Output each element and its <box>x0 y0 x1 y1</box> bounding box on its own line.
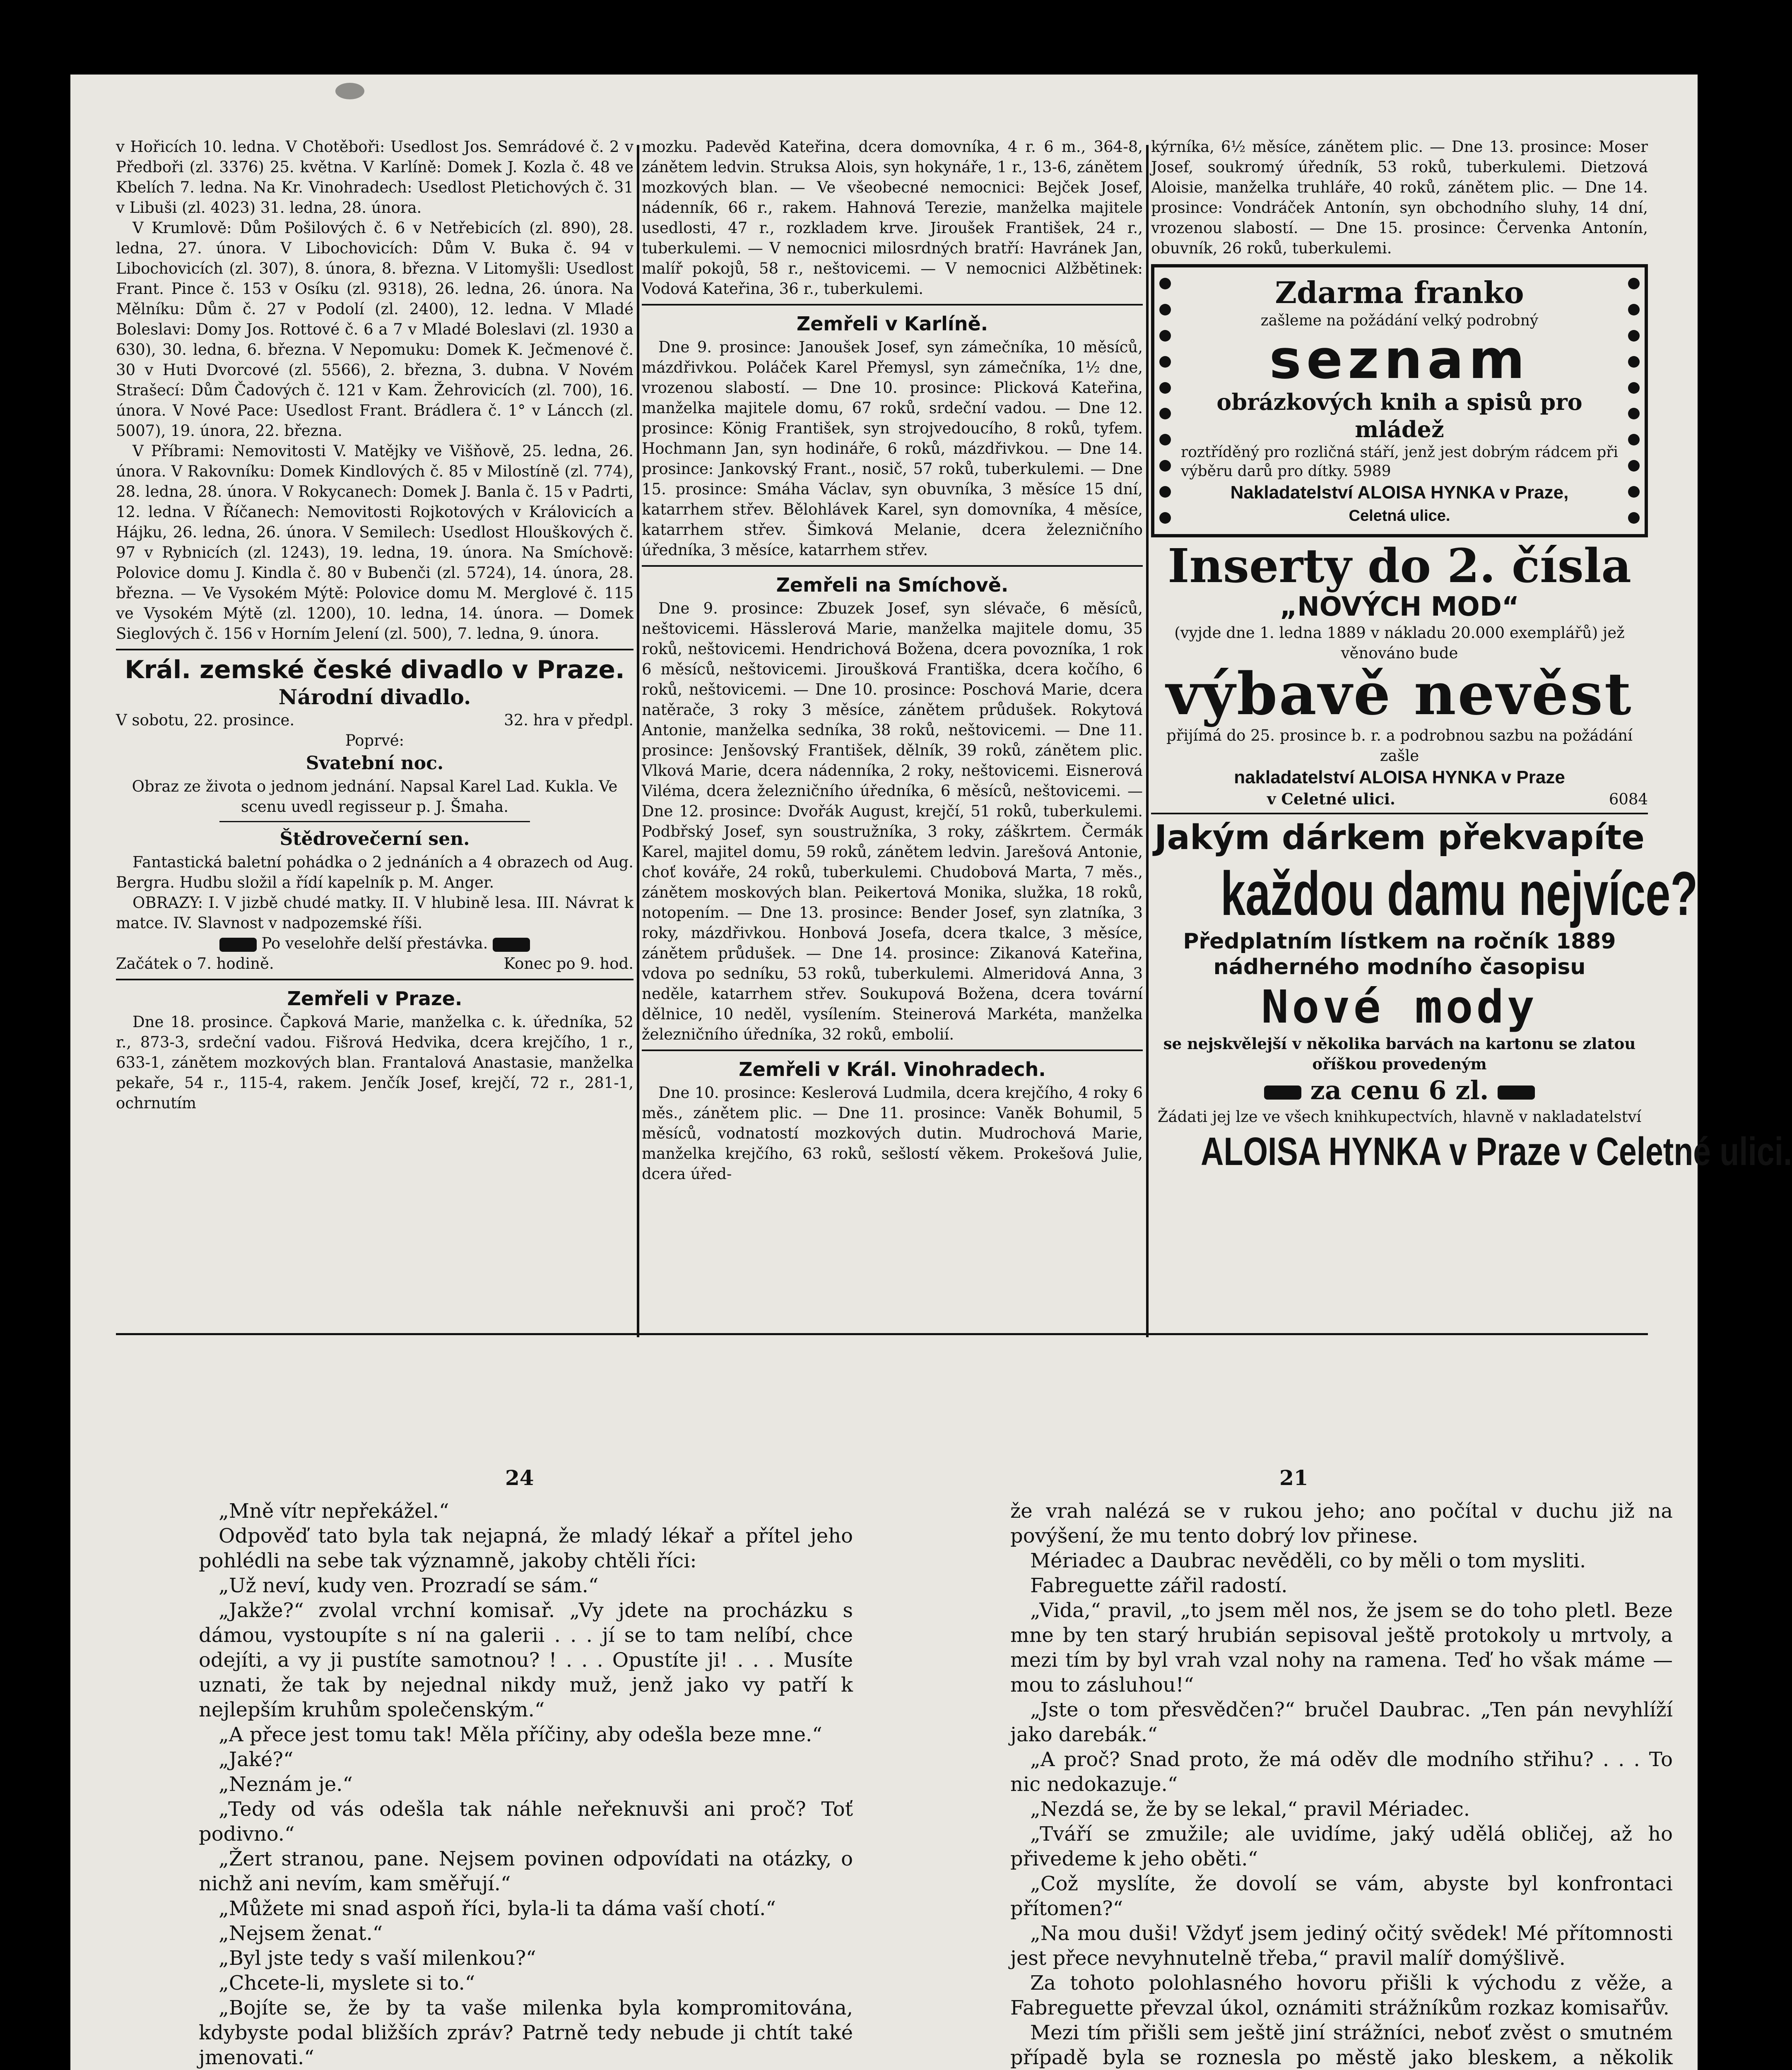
novel-paragraph: že vrah nalézá se v rukou jeho; ano počítal v duchu již na povýšení, že mu tento dobrý lov přinese. <box>1010 1500 1673 1548</box>
theatre-start: Začátek o 7. hodině. <box>116 955 274 972</box>
novel-paragraph: Za tohoto polohlasného hovoru přišli k východu z věže, a Fabreguette převzal úkol, oznámiti strážníkům rozkaz komisařův. <box>1010 1971 1673 2019</box>
section-rule <box>1151 813 1648 814</box>
ad2-address: v Celetné ulici. <box>1267 790 1395 808</box>
column-registry-theatre <box>116 137 633 1317</box>
theatre-times-row <box>116 953 633 974</box>
ad3-nove-mody: Nové mody <box>1261 980 1538 1033</box>
play1-description: Obraz ze života o jednom jednání. Napsal Karel Lad. Kukla. Ve scenu uvedl regisseur p. J. Šmaha. <box>132 777 618 816</box>
dot-border-left <box>1157 271 1173 531</box>
page-number-right: 21 <box>1279 1466 1308 1490</box>
theatre-end: Konec po 9. hod. <box>503 955 633 972</box>
novel-paragraph: „Byl jste tedy s vaší milenkou?“ <box>219 1947 536 1970</box>
section-rule <box>219 821 530 822</box>
ad2-line: (vyjde dne 1. ledna 1889 v nákladu 20.000 exemplářů) jež věnováno bude <box>1174 624 1625 662</box>
bottom-rule <box>116 1333 1648 1335</box>
page-number-left: 24 <box>505 1466 534 1490</box>
novel-paragraph: „Neznám je.“ <box>219 1773 353 1796</box>
novel-paragraph: Odpověď tato byla tak nejapná, že mladý lékař a přítel jeho pohlédli na sebe tak významně, jakoby chtěli říci: <box>199 1524 853 1572</box>
novel-paragraph: „Vida,“ pravil, „to jsem měl nos, že jsem se do toho pletl. Beze mne by ten starý hrubián sepisoval ještě protokoly u mrtvoly, a mezi tím by byl vrah vzal nohy na ramena. Teď ho však máme — mou to zásluhou!“ <box>1010 1599 1673 1697</box>
ad1-line: zašleme na požádání velký podrobný <box>1260 312 1539 329</box>
novel-paragraph: „Tedy od vás odešla tak náhle neřeknuvši ani proč? Toť podivno.“ <box>199 1798 853 1846</box>
theatre-pause-row <box>116 933 633 953</box>
registry-paragraph: v Hořicích 10. ledna. V Chotěboři: Usedlost Jos. Semrádové č. 2 v Předboři (zl. 3376) 25. května. V Karlíně: Domek J. Kozla č. 48 ve Kbelích 7. ledna. Na Kr. Vinohradech: Usedlost Pletichových č. 31 v Libuši (zl. 4023) 31. ledna, 28. února. <box>116 138 633 217</box>
novel-paragraph: „Už neví, kudy ven. Prozradí se sám.“ <box>219 1574 599 1597</box>
ad2-address-row <box>1151 789 1648 809</box>
section-rule <box>642 304 1143 306</box>
theatre-date: V sobotu, 22. prosince. <box>116 711 295 729</box>
novel-paragraph: „Jakže?“ zvolal vrchní komisař. „Vy jdete na procházku s dámou, vystoupíte s ní na galerii . . . jí se to tam nelíbí, chce odejíti, a vy ji pustíte samotnou? ! . . . Opustíte ji! . . . Musíte uznati, že tak by nejednal nikdy muž, jenž jako vy patří k nejlepším kruhům společenským.“ <box>199 1599 853 1721</box>
theatre-heading: Král. zemské české divadlo v Praze. <box>125 655 625 684</box>
section-rule <box>116 649 633 650</box>
column-rule <box>637 145 639 1337</box>
ad1-address: Celetná ulice. <box>1349 507 1450 525</box>
novel-paragraph: „Jaké?“ <box>219 1748 294 1771</box>
ad1-headline: Zdarma franko <box>1275 275 1524 310</box>
deaths-smichov-heading: Zemřeli na Smíchově. <box>776 574 1009 596</box>
novel-paragraph: Mériadec a Daubrac nevěděli, co by měli o tom mysliti. <box>1030 1549 1586 1572</box>
novel-paragraph: „Mně vítr nepřekážel.“ <box>219 1500 449 1523</box>
novel-paragraph: „Jste o tom přesvědčen?“ bručel Daubrac. „Ten pán nevyhlíží jako darebák.“ <box>1010 1698 1673 1746</box>
novel-paragraph: „A přece jest tomu tak! Měla příčiny, aby odešla beze mne.“ <box>219 1723 822 1746</box>
deaths-continued-col3: kýrníka, 6½ měsíce, zánětem plic. — Dne 13. prosince: Moser Josef, soukromý úředník, 53 roků, tuberkulemi. Dietzová Aloisie, manželka truhláře, 40 roků, zánětem plic. — Dne 14. prosince: Vondráček Antonín, syn obchodního sluhy, 14 dní, vrozenou slabostí. — Dne 15. prosince: Červenka Antonín, obuvník, 26 roků, tuberkulemi. <box>1151 138 1648 257</box>
column-rule <box>1146 145 1149 1337</box>
novel-page-left <box>199 1499 853 2070</box>
novel-paragraph: „Což myslíte, že dovolí se vám, abyste byl konfrontaci přítomen?“ <box>1010 1872 1673 1920</box>
novel-paragraph: „Nejsem ženat.“ <box>219 1922 383 1945</box>
play2-tableaux: OBRAZY: I. V jizbě chudé matky. II. V hlubině lesa. III. Návrat k matce. IV. Slavnost v nadpozemské říši. <box>116 894 633 932</box>
ad2-headline: Inserty do 2. čísla <box>1168 539 1631 593</box>
novel-paragraph: „Žert stranou, pane. Nejsem povinen odpovídati na otázky, o nichž ani nevím, kam směřují.“ <box>199 1847 853 1895</box>
ad3-price-row <box>1151 1074 1648 1107</box>
column-deaths <box>642 137 1143 1317</box>
ad2-line: přijímá do 25. prosince b. r. a podrobnou sazbu na požádání zašle <box>1166 727 1633 765</box>
ad3-kazdou: každou damu nejvíce? <box>1221 859 1698 928</box>
section-rule <box>642 1049 1143 1051</box>
deaths-praha-heading: Zemřeli v Praze. <box>287 987 462 1010</box>
dot-border-right <box>1626 271 1642 531</box>
ink-smudge <box>335 83 364 99</box>
novel-paragraph: „Nezdá se, že by se lekal,“ pravil Mériadec. <box>1030 1798 1470 1821</box>
newspaper-sheet <box>70 75 1792 2070</box>
ad2-title: „NOVÝCH MOD“ <box>1280 592 1519 622</box>
novel-paragraph: „Bojíte se, že by ta vaše milenka byla kompromitována, kdybyste podal bližších zpráv? Patrně tedy nebude ji chtít také jmenovati.“ <box>199 1996 853 2069</box>
theatre-date-row <box>116 710 633 730</box>
pointing-hand-icon <box>1498 1086 1535 1100</box>
deaths-vinohrady-text: Dne 10. prosince: Keslerová Ludmila, dcera krejčího, 4 roky 6 měs., zánětem plic. — Dne 11. prosince: Vaněk Bohumil, 5 měsíců, vodnatostí mozkových dutin. Mudrochová Marie, manželka krejčího, 63 roků, sešlostí věkem. Prokešová Julie, dcera úřed- <box>642 1084 1143 1183</box>
ad2-publisher: nakladatelství ALOISA HYNKA v Praze <box>1234 767 1565 787</box>
novel-paragraph: „A proč? Snad proto, že má oděv dle modního střihu? . . . To nic nedokazuje.“ <box>1010 1748 1673 1796</box>
ad3-publisher: ALOISA HYNKA v Praze v Celetné ulici. <box>1201 1129 1792 1174</box>
novel-page-right <box>1010 1499 1673 2070</box>
novel-paragraph: Fabreguette zářil radostí. <box>1030 1574 1288 1597</box>
pointing-hand-icon <box>219 938 257 952</box>
ad1-publisher: Nakladatelství ALOISA HYNKA v Praze, <box>1230 482 1569 503</box>
pointing-hand-icon <box>493 938 530 952</box>
ad1-line: obrázkových knih a spisů pro mládež <box>1216 389 1582 443</box>
column-advertisements <box>1151 137 1792 1317</box>
ad2-number: 6084 <box>1609 790 1648 808</box>
novel-paragraph: „Na mou duši! Vždyť jsem jediný očitý svědek! Mé přítomnosti jest přece nevyhnutelně třeba,“ pravil malíř domýšlivě. <box>1010 1922 1673 1970</box>
novel-paragraph: „Chcete-li, myslete si to.“ <box>219 1971 475 1995</box>
ad2-vybave: výbavě nevěst <box>1166 660 1633 728</box>
theatre-subheading: Národní divadlo. <box>278 685 471 709</box>
theatre-performance: 32. hra v předpl. <box>504 711 633 729</box>
novel-paragraph: Mezi tím přišli sem ještě jiní strážníci, neboť zvěst o smutném případě byla se roznesla po městě jako bleskem, a několik <box>1010 2021 1673 2069</box>
section-rule <box>116 979 633 980</box>
theatre-first-label: Poprvé: <box>345 732 405 749</box>
deaths-praha-text: Dne 18. prosince. Čapková Marie, manželka c. k. úředníka, 52 r., 873-3, srdeční vadou. Fišrová Hedvika, dcera krejčího, 1 r., 633-1, zánětem mozkových blan. Frantalová Anastasie, manželka pekaře, 54 r., 115-4, rakem. Jenčík Josef, krejčí, 72 r., 281-1, ochrnutím <box>116 1013 633 1112</box>
play2-title: Štědrovečerní sen. <box>279 828 470 850</box>
ad1-line: roztříděný pro rozličná stáří, jenž jest dobrým rádcem při výběru darů pro dítky. 5989 <box>1181 444 1618 480</box>
deaths-continued: mozku. Padevěd Kateřina, dcera domovníka, 4 r. 6 m., 364-8, zánětem ledvin. Struksa Alois, syn hokynáře, 1 r., 13-6, zánětem mozkových blan. — Ve všeobecné nemocnici: Bejček Josef, nádenník, 66 r., rakem. Hahnová Terezie, manželka majitele usedlosti, 47 r., rozkladem krve. Jiroušek František, 24 r., tuberkulemi. — V nemocnici milosrdných bratří: Havránek Jan, malíř pokojů, 58 r., neštovicemi. — V nemocnici Alžbětinek: Vodová Kateřina, 36 r., tuberkulemi. <box>642 138 1143 298</box>
theatre-pause: Po veselohře delší přestávka. <box>261 934 488 952</box>
play1-title: Svatební noc. <box>306 753 444 774</box>
section-rule <box>642 565 1143 567</box>
novel-paragraph: „Tváří se zmužile; ale uvidíme, jaký udělá obličej, až ho přivedeme k jeho oběti.“ <box>1010 1822 1673 1870</box>
registry-paragraph: V Příbrami: Nemovitosti V. Matějky ve Višňově, 25. ledna, 26. února. V Rakovníku: Domek Kindlových č. 85 v Milostíně (zl. 774), 28. ledna, 28. února. V Rokycanech: Domek J. Banla č. 15 v Padrti, 12. ledna. V Říčanech: Nemovitosti Rojkotových v Královicích a Hájku, 26. ledna, 26. února. V Semilech: Usedlost Hlouškových č. 97 v Rybnicích (zl. 1243), 19. ledna, 19. února. Na Smíchově: Polovice domu J. Kindla č. 80 v Bubenči (zl. 5724), 14. února, 28. března. — Ve Vysokém Mýtě: Polovice domu M. Merglové č. 115 ve Vysokém Mýtě (zl. 1200), 10. ledna, 14. února. — Domek Sieglových č. 156 v Horním Jelení (zl. 500), 7. ledna, 9. února. <box>116 442 633 643</box>
novel-paragraph: „Můžete mi snad aspoň říci, byla-li ta dáma vaší chotí.“ <box>219 1897 776 1920</box>
ad3-line: Žádati jej lze ve všech knihkupectvích, hlavně v nakladatelství <box>1157 1108 1642 1126</box>
ad3-price: za cenu 6 zl. <box>1310 1075 1489 1105</box>
pointing-hand-icon <box>1264 1086 1301 1100</box>
ad-seznam <box>1151 264 1648 537</box>
play2-description: Fantastická baletní pohádka o 2 jednáních a 4 obrazech od Aug. Bergra. Hudbu složil a řídí kapelník p. M. Anger. <box>116 853 633 891</box>
ad3-line: Předplatním lístkem na ročník 1889 nádherného modního časopisu <box>1183 929 1616 980</box>
ad1-seznam: seznam <box>1269 328 1530 391</box>
deaths-vinohrady-heading: Zemřeli v Král. Vinohradech. <box>739 1058 1046 1081</box>
registry-paragraph: V Krumlově: Dům Pošilových č. 6 v Netřebicích (zl. 890), 28. ledna, 27. února. V Libochovicích: Dům V. Buka č. 94 v Libochovicích (zl. 307), 8. února, 8. března. V Litomyšli: Usedlost Frant. Pince č. 153 v Osíku (zl. 9318), 26. ledna, 26. února. Na Mělníku: Dům č. 27 v Podolí (zl. 2400), 12. ledna. V Mladé Boleslavi: Domy Jos. Rottové č. 6 a 7 v Mladé Boleslavi (zl. 1930 a 630), 30. ledna, 6. března. V Nepomuku: Domek K. Ječmenové č. 30 v Huti Dvorcové (zl. 5566), 2. března, 3. dubna. V Novém Strašecí: Dům Čadových č. 121 v Kam. Žehrovicích (zl. 700), 16. února. V Nové Pace: Usedlost Frant. Brádlera č. 1° v Láncch (zl. 5007), 19. února, 22. března. <box>116 219 633 440</box>
ad3-line: se nejskvělejší v několika barvách na kartonu se zlatou oříškou provedeným <box>1163 1035 1636 1073</box>
deaths-smichov-text: Dne 9. prosince: Zbuzek Josef, syn slévače, 6 měsíců, neštovicemi. Hässlerová Marie, manželka majitele domu, 35 roků, neštovicemi. Hendrichová Božena, dcera povozníka, 1 rok 6 měsíců, neštovicemi. Jiroušková Františka, dcera kočího, 6 roků, neštovicemi. — Dne 10. prosince: Poschová Marie, dcera natěrače, 3 roky 3 měsíce, zánětem průdušek. Rokytová Antonie, manželka sedníka, 38 roků, neštovicemi. — Dne 11. prosince: Jenšovský František, dělník, 39 roků, zánětem plic. Vlková Marie, dcera nádenníka, 2 roky, neštovicemi. Eisnerová Viléma, dcera železničního úředníka, 6 měsíců, neštovicemi. — Dne 12. prosince: Dvořák August, krejčí, 51 roků, tuberkulemi. Podbřský Josef, syn soustružníka, 3 roky, záškrtem. Čermák Karel, majitel domu, 59 roků, zánětem ledvin. Jarešová Antonie, choť kováře, 24 roků, tuberkulemi. Chudobová Marta, 7 měs., zánětem moskových blan. Peikertová Monika, služka, 18 roků, notopením. — Dne 13. prosince: Bender Josef, syn zlatníka, 3 roky, mázdřivkou. Honbová Josefa, dcera tkalce, 3 měsíce, zánětem průdušek. — Dne 14. prosince: Zikanová Kateřina, vdova po sedníku, 53 roků, tuberkulemi. Almeridová Anna, 3 neděle, katarrhem střev. Soukupová Božena, dcera tovární dělnice, 10 neděl, vysílením. Steinerová Markéta, manželka železničního úředníka, 32 roků, embolií. <box>642 599 1143 1043</box>
deaths-karlin-heading: Zemřeli v Karlíně. <box>796 313 988 335</box>
deaths-karlin-text: Dne 9. prosince: Janoušek Josef, syn zámečníka, 10 měsíců, mázdřivkou. Poláček Karel Přemysl, syn zámečníka, 1½ dne, vrozenou slabostí. — Dne 10. prosince: Plicková Kateřina, manželka majitele domu, 67 roků, srdeční vadou. — Dne 12. prosince: König František, syn strojvedoucího, 8 roků, tyfem. Hochmann Jan, syn hodináře, 6 roků, mázdřivkou. — Dne 14. prosince: Jankovský Frant., nosič, 57 roků, tuberkulemi. — Dne 15. prosince: Smáha Václav, syn obuvníka, 3 měsíce 15 dní, katarrhem střev. Bělohlávek Karel, syn domovníka, 4 měsíce, katarrhem střev. Šimková Melanie, dcera železničního úředníka, 3 měsíce, katarrhem střev. <box>642 338 1143 559</box>
ad3-headline: Jakým dárkem překvapíte <box>1154 818 1645 857</box>
